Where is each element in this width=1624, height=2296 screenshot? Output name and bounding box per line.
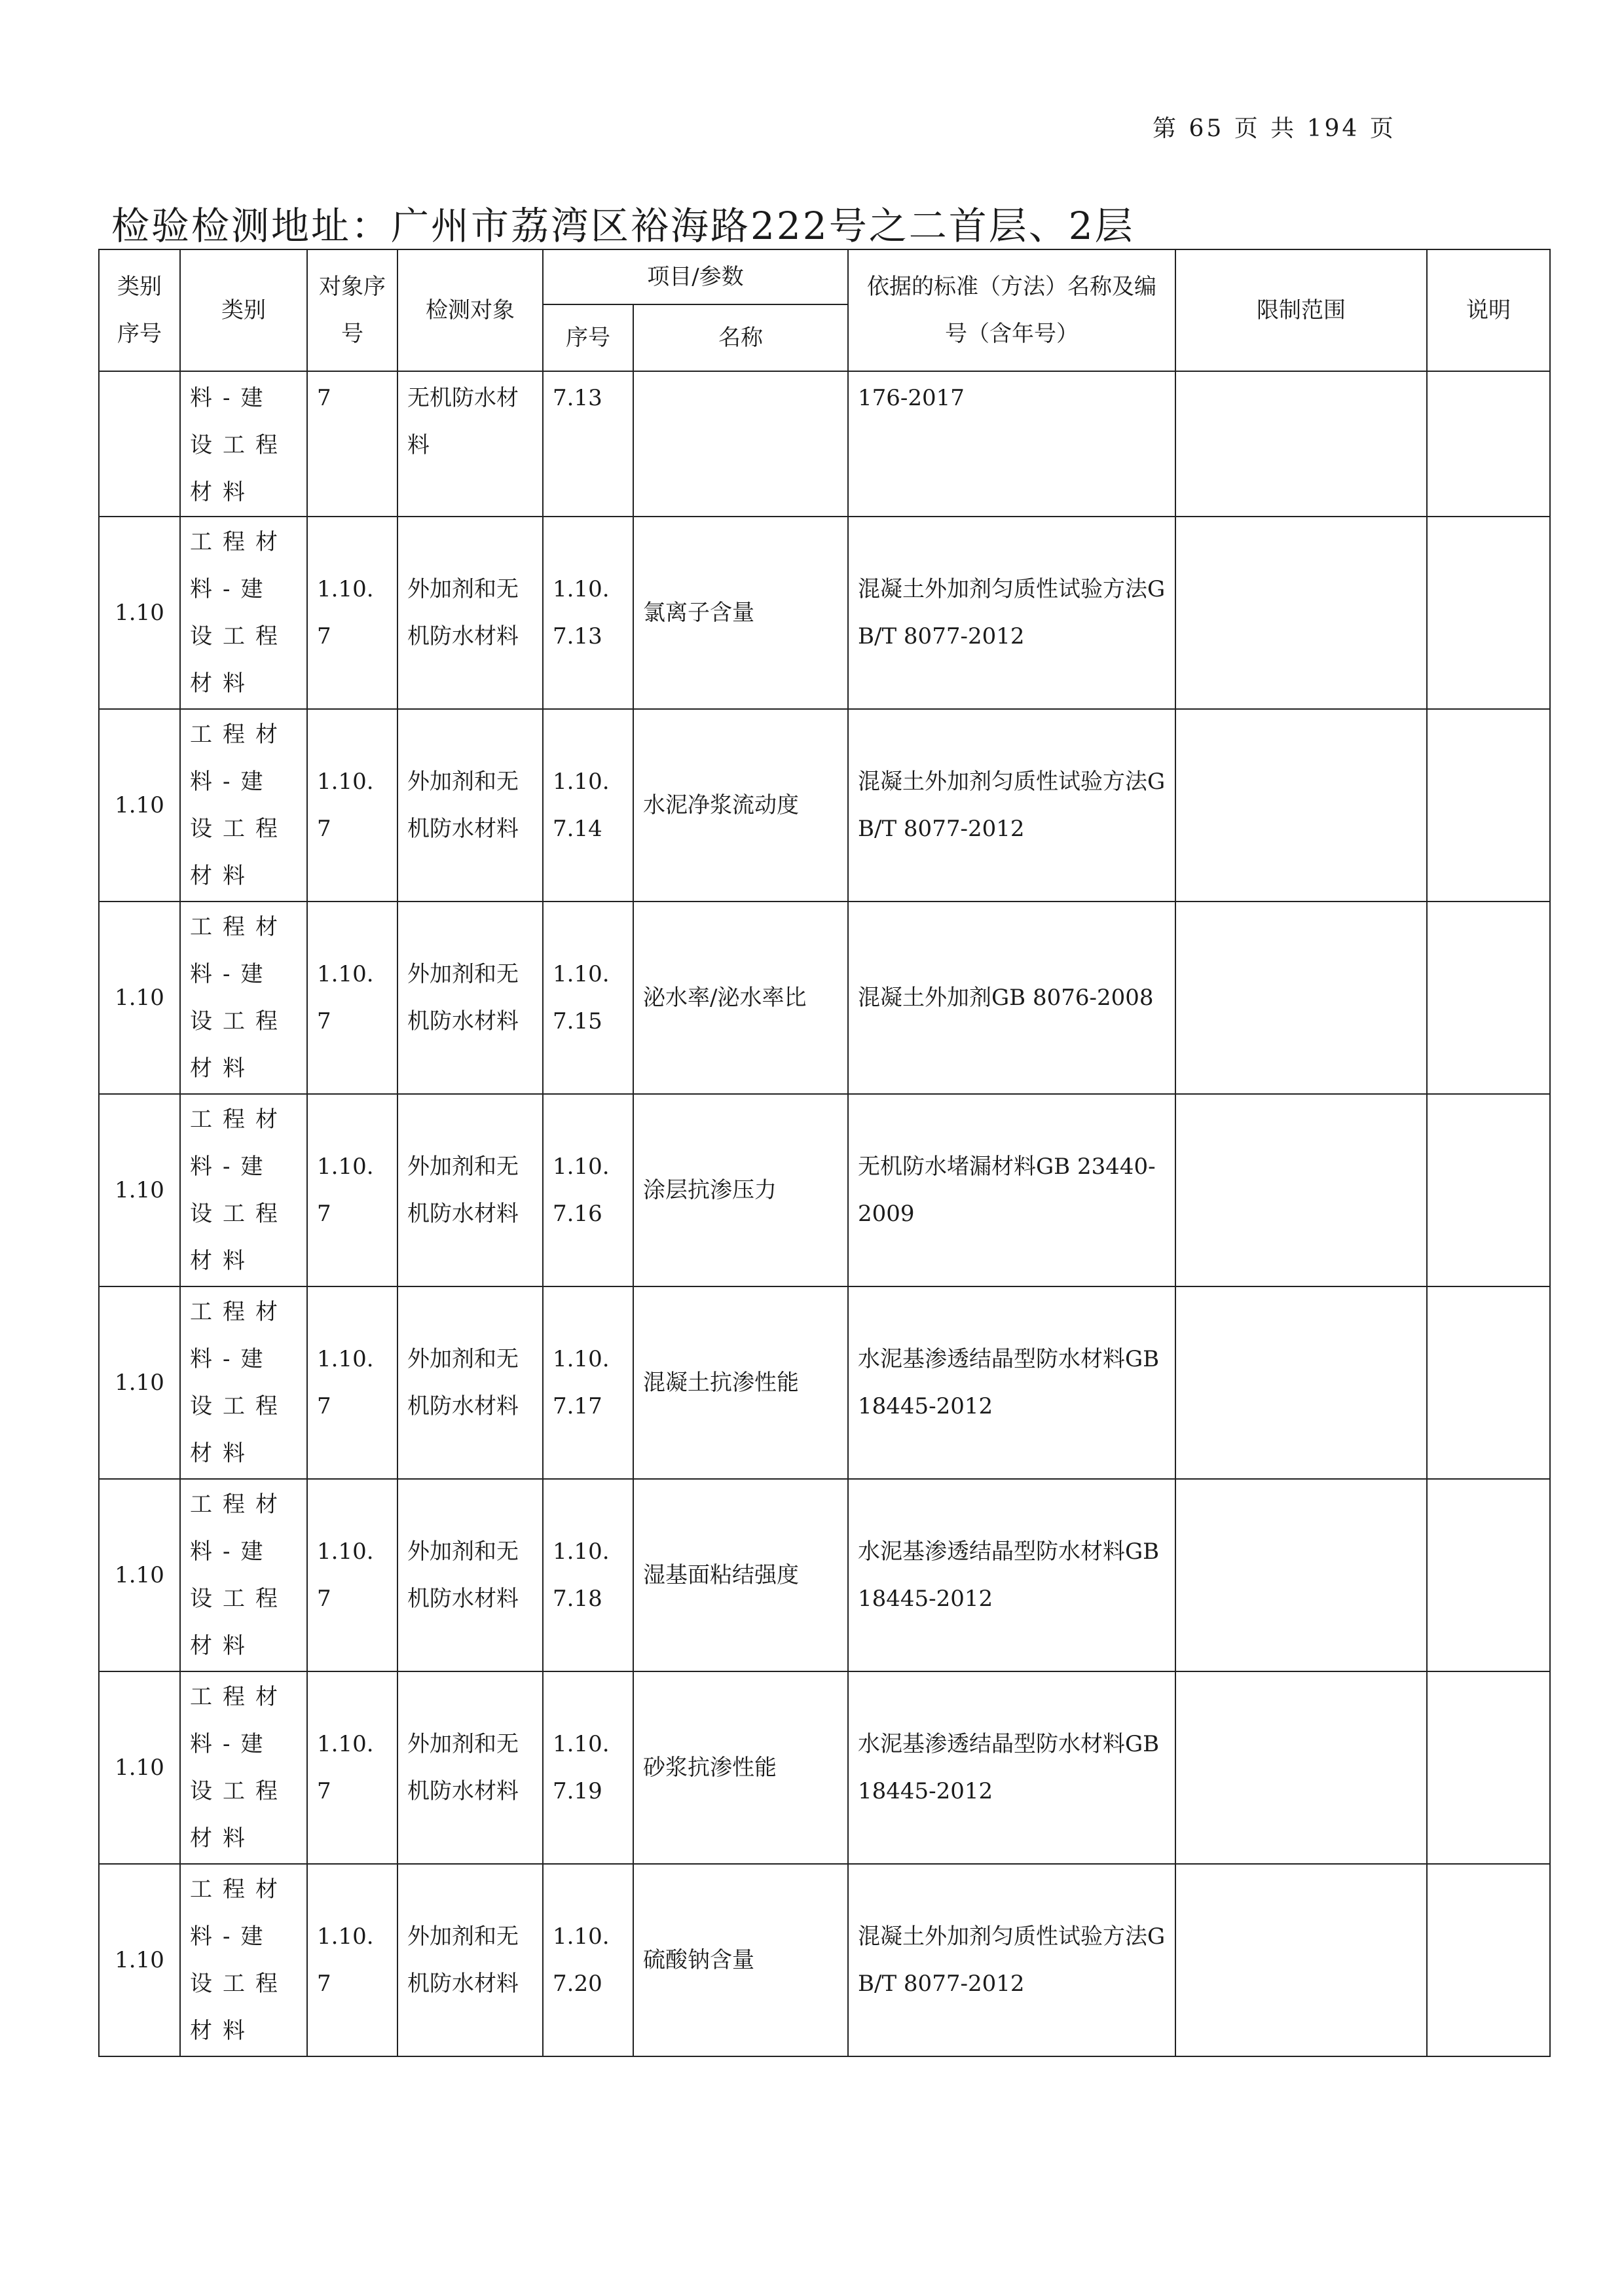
item-no-cell: 1.10.7.17 (543, 1286, 633, 1479)
category-cell: 料-建设工程材料 (180, 371, 307, 517)
category-no-cell: 1.10 (99, 1671, 180, 1864)
object-cell: 外加剂和无机防水材料 (397, 517, 543, 709)
category-cell: 工程材料-建设工程材料 (180, 709, 307, 902)
object-no-cell: 1.10.7 (307, 1671, 397, 1864)
header-standard: 依据的标准（方法）名称及编号（含年号） (848, 249, 1175, 371)
limit-cell (1175, 1864, 1427, 2056)
object-no-cell: 1.10.7 (307, 517, 397, 709)
limit-cell (1175, 371, 1427, 517)
table-row (99, 1671, 1550, 1864)
header-object: 检测对象 (397, 249, 543, 371)
limit-cell (1175, 902, 1427, 1094)
object-no-cell: 1.10.7 (307, 1864, 397, 2056)
limit-cell (1175, 1671, 1427, 1864)
object-no-cell: 1.10.7 (307, 709, 397, 902)
standard-cell: 混凝土外加剂匀质性试验方法GB/T 8077-2012 (848, 709, 1175, 902)
note-cell (1427, 1479, 1550, 1671)
category-cell: 工程材料-建设工程材料 (180, 902, 307, 1094)
object-cell: 外加剂和无机防水材料 (397, 709, 543, 902)
category-no-cell: 1.10 (99, 1094, 180, 1286)
standard-cell: 混凝土外加剂匀质性试验方法GB/T 8077-2012 (848, 1864, 1175, 2056)
item-name-cell (633, 371, 848, 517)
category-cell: 工程材料-建设工程材料 (180, 517, 307, 709)
object-cell: 外加剂和无机防水材料 (397, 1864, 543, 2056)
limit-cell (1175, 1479, 1427, 1671)
note-cell (1427, 1286, 1550, 1479)
item-name-cell: 砂浆抗渗性能 (633, 1671, 848, 1864)
item-no-cell: 1.10.7.13 (543, 517, 633, 709)
category-cell: 工程材料-建设工程材料 (180, 1286, 307, 1479)
standard-cell: 176-2017 (848, 371, 1175, 517)
item-name-cell: 泌水率/泌水率比 (633, 902, 848, 1094)
item-name-cell: 硫酸钠含量 (633, 1864, 848, 2056)
header-limit: 限制范围 (1175, 249, 1427, 371)
header-note: 说明 (1427, 249, 1550, 371)
object-cell: 外加剂和无机防水材料 (397, 1094, 543, 1286)
category-cell: 工程材料-建设工程材料 (180, 1671, 307, 1864)
limit-cell (1175, 1286, 1427, 1479)
object-cell: 外加剂和无机防水材料 (397, 1286, 543, 1479)
item-name-cell: 水泥净浆流动度 (633, 709, 848, 902)
limit-cell (1175, 1094, 1427, 1286)
note-cell (1427, 1671, 1550, 1864)
category-cell: 工程材料-建设工程材料 (180, 1864, 307, 2056)
standard-cell: 无机防水堵漏材料GB 23440-2009 (848, 1094, 1175, 1286)
note-cell (1427, 902, 1550, 1094)
header-category-no: 类别序号 (99, 249, 180, 371)
object-no-cell: 1.10.7 (307, 902, 397, 1094)
category-no-cell: 1.10 (99, 709, 180, 902)
category-no-cell: 1.10 (99, 1479, 180, 1671)
item-no-cell: 1.10.7.16 (543, 1094, 633, 1286)
item-no-cell: 7.13 (543, 371, 633, 517)
category-no-cell: 1.10 (99, 902, 180, 1094)
item-no-cell: 1.10.7.18 (543, 1479, 633, 1671)
page-number: 第 65 页 共 194 页 (1153, 115, 1396, 142)
object-no-cell: 1.10.7 (307, 1479, 397, 1671)
table-row (99, 1479, 1550, 1671)
item-name-cell: 混凝土抗渗性能 (633, 1286, 848, 1479)
note-cell (1427, 1094, 1550, 1286)
header-item-no: 序号 (543, 304, 633, 371)
item-no-cell: 1.10.7.19 (543, 1671, 633, 1864)
table-row (99, 1864, 1550, 2056)
limit-cell (1175, 709, 1427, 902)
category-no-cell: 1.10 (99, 1286, 180, 1479)
category-no-cell (99, 371, 180, 517)
limit-cell (1175, 517, 1427, 709)
standard-cell: 水泥基渗透结晶型防水材料GB 18445-2012 (848, 1479, 1175, 1671)
note-cell (1427, 709, 1550, 902)
scope-table (98, 249, 1551, 2057)
table-row (99, 1286, 1550, 1479)
table-row (99, 371, 1550, 517)
item-no-cell: 1.10.7.14 (543, 709, 633, 902)
item-name-cell: 氯离子含量 (633, 517, 848, 709)
standard-cell: 混凝土外加剂GB 8076-2008 (848, 902, 1175, 1094)
table-row (99, 1094, 1550, 1286)
object-no-cell: 1.10.7 (307, 1094, 397, 1286)
header-item-name: 名称 (633, 304, 848, 371)
standard-cell: 水泥基渗透结晶型防水材料GB 18445-2012 (848, 1286, 1175, 1479)
item-no-cell: 1.10.7.20 (543, 1864, 633, 2056)
note-cell (1427, 1864, 1550, 2056)
item-name-cell: 湿基面粘结强度 (633, 1479, 848, 1671)
note-cell (1427, 371, 1550, 517)
header-object-no: 对象序号 (307, 249, 397, 371)
category-no-cell: 1.10 (99, 1864, 180, 2056)
object-cell: 外加剂和无机防水材料 (397, 1671, 543, 1864)
category-no-cell: 1.10 (99, 517, 180, 709)
table-row (99, 709, 1550, 902)
category-cell: 工程材料-建设工程材料 (180, 1094, 307, 1286)
header-category: 类别 (180, 249, 307, 371)
note-cell (1427, 517, 1550, 709)
header-item-group: 项目/参数 (543, 249, 848, 304)
testing-address: 检验检测地址：广州市荔湾区裕海路222号之二首层、2层 (111, 204, 1135, 248)
object-no-cell: 1.10.7 (307, 1286, 397, 1479)
object-no-cell: 7 (307, 371, 397, 517)
object-cell: 外加剂和无机防水材料 (397, 902, 543, 1094)
table-row (99, 902, 1550, 1094)
object-cell: 无机防水材料 (397, 371, 543, 517)
table-row (99, 517, 1550, 709)
object-cell: 外加剂和无机防水材料 (397, 1479, 543, 1671)
standard-cell: 水泥基渗透结晶型防水材料GB 18445-2012 (848, 1671, 1175, 1864)
category-cell: 工程材料-建设工程材料 (180, 1479, 307, 1671)
item-no-cell: 1.10.7.15 (543, 902, 633, 1094)
standard-cell: 混凝土外加剂匀质性试验方法GB/T 8077-2012 (848, 517, 1175, 709)
item-name-cell: 涂层抗渗压力 (633, 1094, 848, 1286)
